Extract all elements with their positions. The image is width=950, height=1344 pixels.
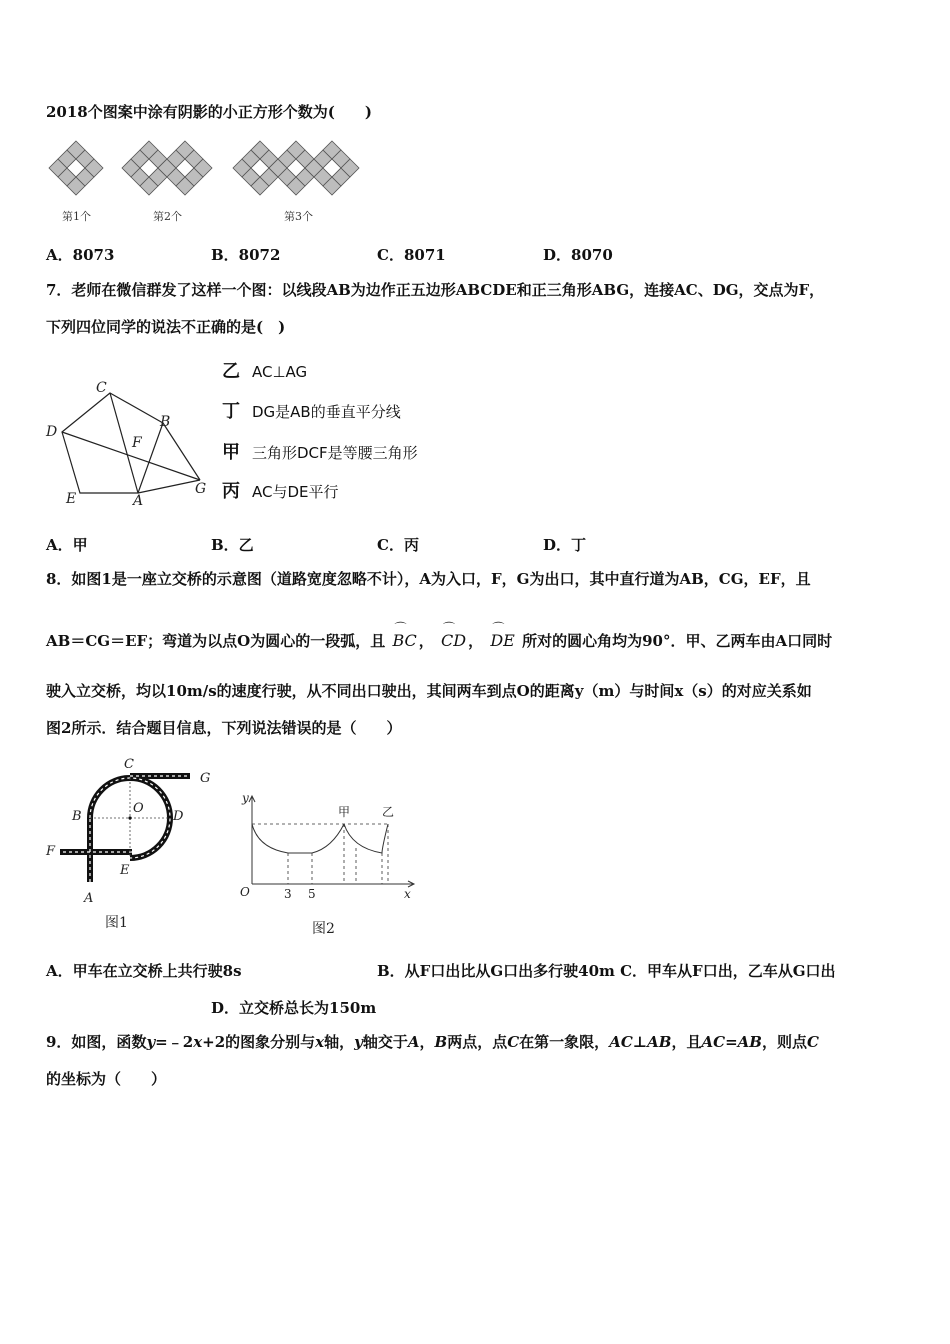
- q9-stem-line2: 的坐标为（ ）: [46, 1070, 167, 1088]
- q6-caption-2: 第2个: [153, 210, 182, 223]
- q8-stem-line4: 图2所示．结合题目信息，下列说法错误的是（ ）: [46, 719, 402, 737]
- q7-label-a: A: [133, 493, 144, 509]
- q8-fig1-label-c: C: [124, 757, 134, 772]
- q9-text-9: ，且: [671, 1033, 702, 1051]
- q6-option-d: D．8070: [543, 246, 613, 264]
- q8-line2-post: 所对的圆心角均为90°．甲、乙两车由A口同时: [522, 632, 833, 650]
- q8-stem-line2: [46, 631, 832, 651]
- q8-arc-bc: ⌒ BC: [392, 631, 416, 651]
- q9-var-x: x: [193, 1033, 203, 1051]
- q7-label-e: E: [66, 491, 77, 507]
- q9-text-1: 9．如图，函数: [46, 1033, 147, 1051]
- q9-text-2: =﹣2: [155, 1033, 194, 1051]
- q8-sep-1: ，: [418, 632, 434, 650]
- q8-fig1-label-o: O: [133, 801, 144, 816]
- q9-point-b: B: [434, 1033, 448, 1051]
- q9-text-8: 在第一象限，: [519, 1033, 610, 1051]
- q7-label-c: C: [96, 380, 107, 396]
- q9-point-c: C: [507, 1033, 520, 1051]
- q7-statement-bing-name: 丙: [222, 481, 240, 502]
- q8-stem-line3: 驶入立交桥，均以10m/s的速度行驶，从不同出口驶出，其间两车到点O的距离y（m）与时间x（s）的对应关系如: [46, 682, 812, 700]
- q9-text-7: 两点，点: [447, 1033, 508, 1051]
- q8-stem-line1: 8．如图1是一座立交桥的示意图（道路宽度忽略不计），A为入口，F，G为出口，其中直行道为AB，CG，EF，且: [46, 570, 811, 588]
- q9-condition-equal: AC=AB: [701, 1033, 762, 1051]
- q7-statement-jia: [222, 438, 418, 464]
- q6-caption-3: 第3个: [284, 210, 313, 223]
- q8-fig2-label-jia: 甲: [338, 805, 351, 819]
- q9-var-y-axis: y: [354, 1033, 363, 1051]
- q7-statement-jia-text: 三角形DCF是等腰三角形: [252, 444, 418, 462]
- q7-option-a: A．甲: [46, 536, 88, 554]
- q9-point-a: A: [407, 1033, 420, 1051]
- q7-statement-bing: [222, 477, 339, 503]
- q8-arc-cd: ⌒ CD: [441, 631, 466, 651]
- q8-fig2-caption: 图2: [312, 921, 335, 937]
- q9-point-c-2: C: [806, 1033, 819, 1051]
- q8-fig1-label-f: F: [46, 844, 56, 859]
- q8-fig2-label-origin: O: [240, 885, 250, 899]
- q6-option-a: A．8073: [46, 246, 115, 264]
- q7-stem-line2: 下列四位同学的说法不正确的是( ): [46, 318, 286, 336]
- q9-condition-perp: AC⊥AB: [609, 1033, 672, 1051]
- q7-option-c: C．丙: [377, 536, 419, 554]
- q9-text-6: ，: [419, 1033, 435, 1051]
- q8-fig1-label-e: E: [120, 863, 130, 878]
- q6-caption-1: 第1个: [62, 210, 91, 223]
- q8-line2-pre: AB＝CG＝EF；弯道为以点O为圆心的一段弧，且: [46, 632, 386, 650]
- q7-statement-yi-name: 乙: [222, 361, 240, 382]
- q7-label-d: D: [46, 424, 58, 440]
- q8-option-b-c: B．从F口出比从G口出多行驶40m C．甲车从F口出，乙车从G口出: [377, 962, 836, 980]
- q8-option-d: D．立交桥总长为150m: [211, 999, 377, 1017]
- q8-fig1-label-d: D: [173, 809, 184, 824]
- q7-statement-jia-name: 甲: [222, 442, 240, 463]
- q6-option-c: C．8071: [377, 246, 446, 264]
- q8-figure-2-graph: [232, 788, 422, 938]
- q8-fig2-label-y: y: [242, 791, 249, 805]
- q8-option-a: A．甲车在立交桥上共行驶8s: [46, 962, 242, 980]
- q6-option-b: B．8072: [211, 246, 281, 264]
- q8-fig2-label-yi: 乙: [382, 805, 395, 819]
- q8-fig1-caption: 图1: [105, 915, 128, 931]
- q8-sep-2: ，: [468, 632, 484, 650]
- q8-arc-de: ⌒ DE: [490, 631, 515, 651]
- q9-var-x-axis: x: [315, 1033, 325, 1051]
- q9-text-4: 轴，: [324, 1033, 355, 1051]
- q7-statement-ding: [222, 397, 401, 423]
- q7-statement-ding-name: 丁: [222, 401, 240, 422]
- q9-stem-line1: [46, 1032, 819, 1052]
- q8-fig1-label-g: G: [200, 771, 211, 786]
- q8-fig2-tick-5: 5: [308, 887, 316, 901]
- q7-option-b: B．乙: [211, 536, 254, 554]
- q8-figure-1-interchange: [40, 752, 220, 937]
- q7-stem-line1: 7．老师在微信群发了这样一个图：以线段AB为边作正五边形ABCDE和正三角形ABG，连接AC、DG，交点为F，: [46, 281, 825, 299]
- q9-var-y: y: [146, 1033, 156, 1051]
- q7-label-g: G: [195, 481, 207, 497]
- q9-text-10: ，则点: [761, 1033, 807, 1051]
- q7-statement-yi-text: AC⊥AG: [252, 363, 308, 381]
- q8-fig2-label-x: x: [404, 887, 411, 901]
- q7-label-b: B: [160, 414, 171, 430]
- q9-text-3: +2的图象分别与: [202, 1033, 316, 1051]
- q8-fig1-label-a: A: [84, 891, 94, 906]
- q7-pentagon-figure: [40, 372, 220, 512]
- q8-fig2-tick-3: 3: [284, 887, 292, 901]
- q8-fig1-label-b: B: [72, 809, 82, 824]
- q7-statement-bing-text: AC与DE平行: [252, 483, 339, 501]
- q7-option-d: D．丁: [543, 536, 587, 554]
- q7-statement-ding-text: DG是AB的垂直平分线: [252, 403, 401, 421]
- q7-label-f: F: [132, 435, 142, 451]
- q6-stem: 2018个图案中涂有阴影的小正方形个数为( ): [46, 103, 372, 121]
- q9-text-5: 轴交于: [362, 1033, 408, 1051]
- q7-statement-yi: [222, 357, 307, 383]
- q6-pattern-figures: [46, 140, 376, 230]
